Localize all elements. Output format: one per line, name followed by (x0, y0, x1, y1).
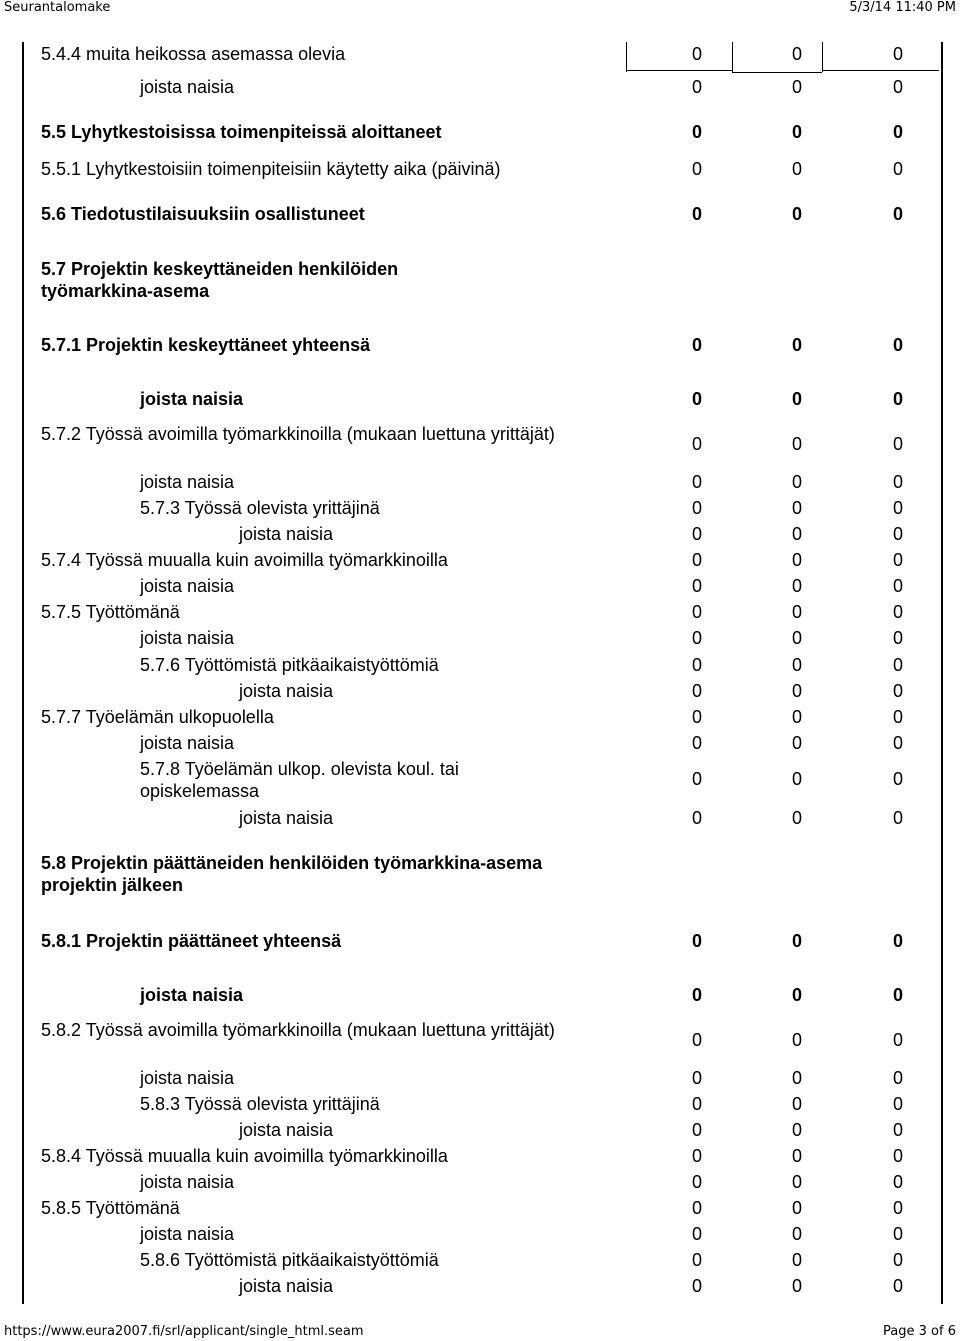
value-cell: 0 (791, 434, 802, 454)
page-url: https://www.eura2007.fi/srl/applicant/single_html.seam (4, 1324, 364, 1339)
row-label: joista naisia (140, 77, 235, 97)
row-label: 5.8.6 Työttömistä pitkäaikaistyöttömiä (140, 1250, 439, 1270)
value-cell: 0 (892, 931, 903, 951)
value-cell: 0 (892, 1068, 903, 1088)
row-label: 5.7.3 Työssä olevista yrittäjinä (140, 498, 380, 518)
value-cell: 0 (791, 472, 802, 492)
row-label: 5.7.1 Projektin keskeyttäneet yhteensä (41, 335, 371, 355)
row-label: joista naisia (239, 681, 334, 701)
value-cell: 0 (892, 204, 903, 224)
value-cell: 0 (791, 1198, 802, 1218)
row-label: joista naisia (239, 524, 334, 544)
value-cell: 0 (691, 1198, 702, 1218)
value-cell: 0 (892, 1224, 903, 1244)
value-cell: 0 (892, 1198, 903, 1218)
value-cell: 0 (791, 985, 802, 1005)
value-cell: 0 (691, 122, 702, 142)
row-label: 5.7.4 Työssä muualla kuin avoimilla työmarkkinoilla (41, 550, 448, 570)
row-label: joista naisia (239, 1276, 334, 1296)
value-cell: 0 (791, 498, 802, 518)
row-label: 5.7.6 Työttömistä pitkäaikaistyöttömiä (140, 655, 439, 675)
value-cell: 0 (791, 1172, 802, 1192)
value-cell: 0 (691, 434, 702, 454)
value-cell: 0 (691, 159, 702, 179)
value-cell: 0 (791, 1068, 802, 1088)
row-label: joista naisia (140, 1224, 235, 1244)
value-cell: 0 (691, 524, 702, 544)
value-cell: 0 (691, 389, 702, 409)
row-label: joista naisia (239, 1120, 334, 1140)
value-cell: 0 (791, 628, 802, 648)
row-label: 5.8.4 Työssä muualla kuin avoimilla työmarkkinoilla (41, 1146, 448, 1166)
value-cell: 0 (691, 985, 702, 1005)
value-cell: 0 (691, 769, 702, 789)
row-label: joista naisia (140, 576, 235, 596)
cell-underline (822, 70, 939, 71)
value-cell: 0 (791, 1276, 802, 1296)
value-cell: 0 (691, 1120, 702, 1140)
value-cell: 0 (791, 335, 802, 355)
value-cell: 0 (691, 550, 702, 570)
row-label: joista naisia (140, 1068, 235, 1088)
value-cell: 0 (691, 1146, 702, 1166)
value-cell: 0 (691, 1250, 702, 1270)
value-cell: 0 (791, 655, 802, 675)
value-cell: 0 (892, 122, 903, 142)
value-cell: 0 (691, 1172, 702, 1192)
value-cell: 0 (892, 602, 903, 622)
row-label: 5.5.1 Lyhytkestoisiin toimenpiteisiin käytetty aika (päivinä) (41, 159, 501, 179)
value-cell: 0 (791, 550, 802, 570)
value-cell: 0 (892, 335, 903, 355)
value-cell: 0 (892, 769, 903, 789)
value-cell: 0 (691, 1094, 702, 1114)
document-title: Seurantalomake (4, 0, 111, 15)
row-label: joista naisia (140, 733, 235, 753)
value-cell: 0 (791, 602, 802, 622)
value-cell: 0 (892, 1030, 903, 1050)
row-label: joista naisia (140, 985, 244, 1005)
row-label: 5.7.5 Työttömänä (41, 602, 180, 622)
value-cell: 0 (791, 44, 802, 64)
page-number: Page 3 of 6 (883, 1324, 956, 1339)
row-label: 5.8.3 Työssä olevista yrittäjinä (140, 1094, 380, 1114)
row-label: 5.6 Tiedotustilaisuuksiin osallistuneet (41, 204, 365, 224)
value-cell: 0 (892, 733, 903, 753)
value-cell: 0 (892, 1250, 903, 1270)
cell-underline (626, 70, 732, 71)
cell-divider (732, 42, 733, 72)
value-cell: 0 (691, 1030, 702, 1050)
value-cell: 0 (892, 655, 903, 675)
value-cell: 0 (691, 733, 702, 753)
value-cell: 0 (691, 77, 702, 97)
value-cell: 0 (691, 44, 702, 64)
value-cell: 0 (892, 472, 903, 492)
value-cell: 0 (791, 1094, 802, 1114)
value-cell: 0 (892, 498, 903, 518)
value-cell: 0 (691, 628, 702, 648)
value-cell: 0 (892, 628, 903, 648)
value-cell: 0 (791, 1146, 802, 1166)
value-cell: 0 (892, 1276, 903, 1296)
value-cell: 0 (691, 808, 702, 828)
row-label: 5.8.2 Työssä avoimilla työmarkkinoilla (mukaan luettuna yrittäjät) (41, 1020, 555, 1040)
value-cell: 0 (691, 655, 702, 675)
value-cell: 0 (791, 77, 802, 97)
value-cell: 0 (691, 707, 702, 727)
value-cell: 0 (691, 498, 702, 518)
print-footer (0, 1322, 960, 1341)
row-label: 5.4.4 muita heikossa asemassa olevia (41, 44, 346, 64)
value-cell: 0 (691, 1068, 702, 1088)
row-label: joista naisia (140, 628, 235, 648)
value-cell: 0 (892, 77, 903, 97)
value-cell: 0 (791, 707, 802, 727)
row-label: joista naisia (239, 808, 334, 828)
value-cell: 0 (892, 1146, 903, 1166)
row-label: joista naisia (140, 1172, 235, 1192)
value-cell: 0 (892, 808, 903, 828)
value-cell: 0 (691, 204, 702, 224)
row-label: 5.7.2 Työssä avoimilla työmarkkinoilla (mukaan luettuna yrittäjät) (41, 424, 555, 444)
value-cell: 0 (791, 808, 802, 828)
value-cell: 0 (791, 1224, 802, 1244)
value-cell: 0 (791, 769, 802, 789)
value-cell: 0 (791, 159, 802, 179)
value-cell: 0 (892, 985, 903, 1005)
value-cell: 0 (892, 524, 903, 544)
section-heading: 5.7 Projektin keskeyttäneiden henkilöiden työmarkkina-asema (41, 259, 399, 301)
value-cell: 0 (691, 1224, 702, 1244)
value-cell: 0 (791, 681, 802, 701)
value-cell: 0 (892, 434, 903, 454)
value-cell: 0 (791, 576, 802, 596)
value-cell: 0 (691, 335, 702, 355)
value-cell: 0 (892, 389, 903, 409)
value-cell: 0 (691, 602, 702, 622)
cell-underline (732, 72, 822, 73)
value-cell: 0 (791, 524, 802, 544)
row-label: 5.7.7 Työelämän ulkopuolella (41, 707, 274, 727)
cell-divider (822, 42, 823, 72)
value-cell: 0 (791, 122, 802, 142)
print-header (0, 0, 960, 18)
value-cell: 0 (791, 931, 802, 951)
cell-divider (626, 42, 627, 72)
row-label: joista naisia (140, 472, 235, 492)
value-cell: 0 (892, 550, 903, 570)
row-label: 5.5 Lyhytkestoisissa toimenpiteissä aloittaneet (41, 122, 442, 142)
value-cell: 0 (791, 1120, 802, 1140)
value-cell: 0 (691, 472, 702, 492)
print-datetime: 5/3/14 11:40 PM (849, 0, 956, 15)
value-cell: 0 (691, 1276, 702, 1296)
value-cell: 0 (892, 1172, 903, 1192)
value-cell: 0 (892, 681, 903, 701)
value-cell: 0 (892, 576, 903, 596)
value-cell: 0 (791, 1250, 802, 1270)
value-cell: 0 (892, 707, 903, 727)
row-label: 5.8.5 Työttömänä (41, 1198, 180, 1218)
value-cell: 0 (691, 681, 702, 701)
row-label: 5.7.8 Työelämän ulkop. olevista koul. tai opiskelemassa (140, 759, 459, 801)
value-cell: 0 (791, 1030, 802, 1050)
value-cell: 0 (791, 389, 802, 409)
value-cell: 0 (892, 159, 903, 179)
value-cell: 0 (691, 576, 702, 596)
section-heading: 5.8 Projektin päättäneiden henkilöiden työmarkkina-asema projektin jälkeen (41, 853, 543, 895)
row-label: 5.8.1 Projektin päättäneet yhteensä (41, 931, 342, 951)
value-cell: 0 (791, 204, 802, 224)
value-cell: 0 (892, 44, 903, 64)
value-cell: 0 (892, 1094, 903, 1114)
value-cell: 0 (892, 1120, 903, 1140)
value-cell: 0 (691, 931, 702, 951)
row-label: joista naisia (140, 389, 244, 409)
value-cell: 0 (791, 733, 802, 753)
